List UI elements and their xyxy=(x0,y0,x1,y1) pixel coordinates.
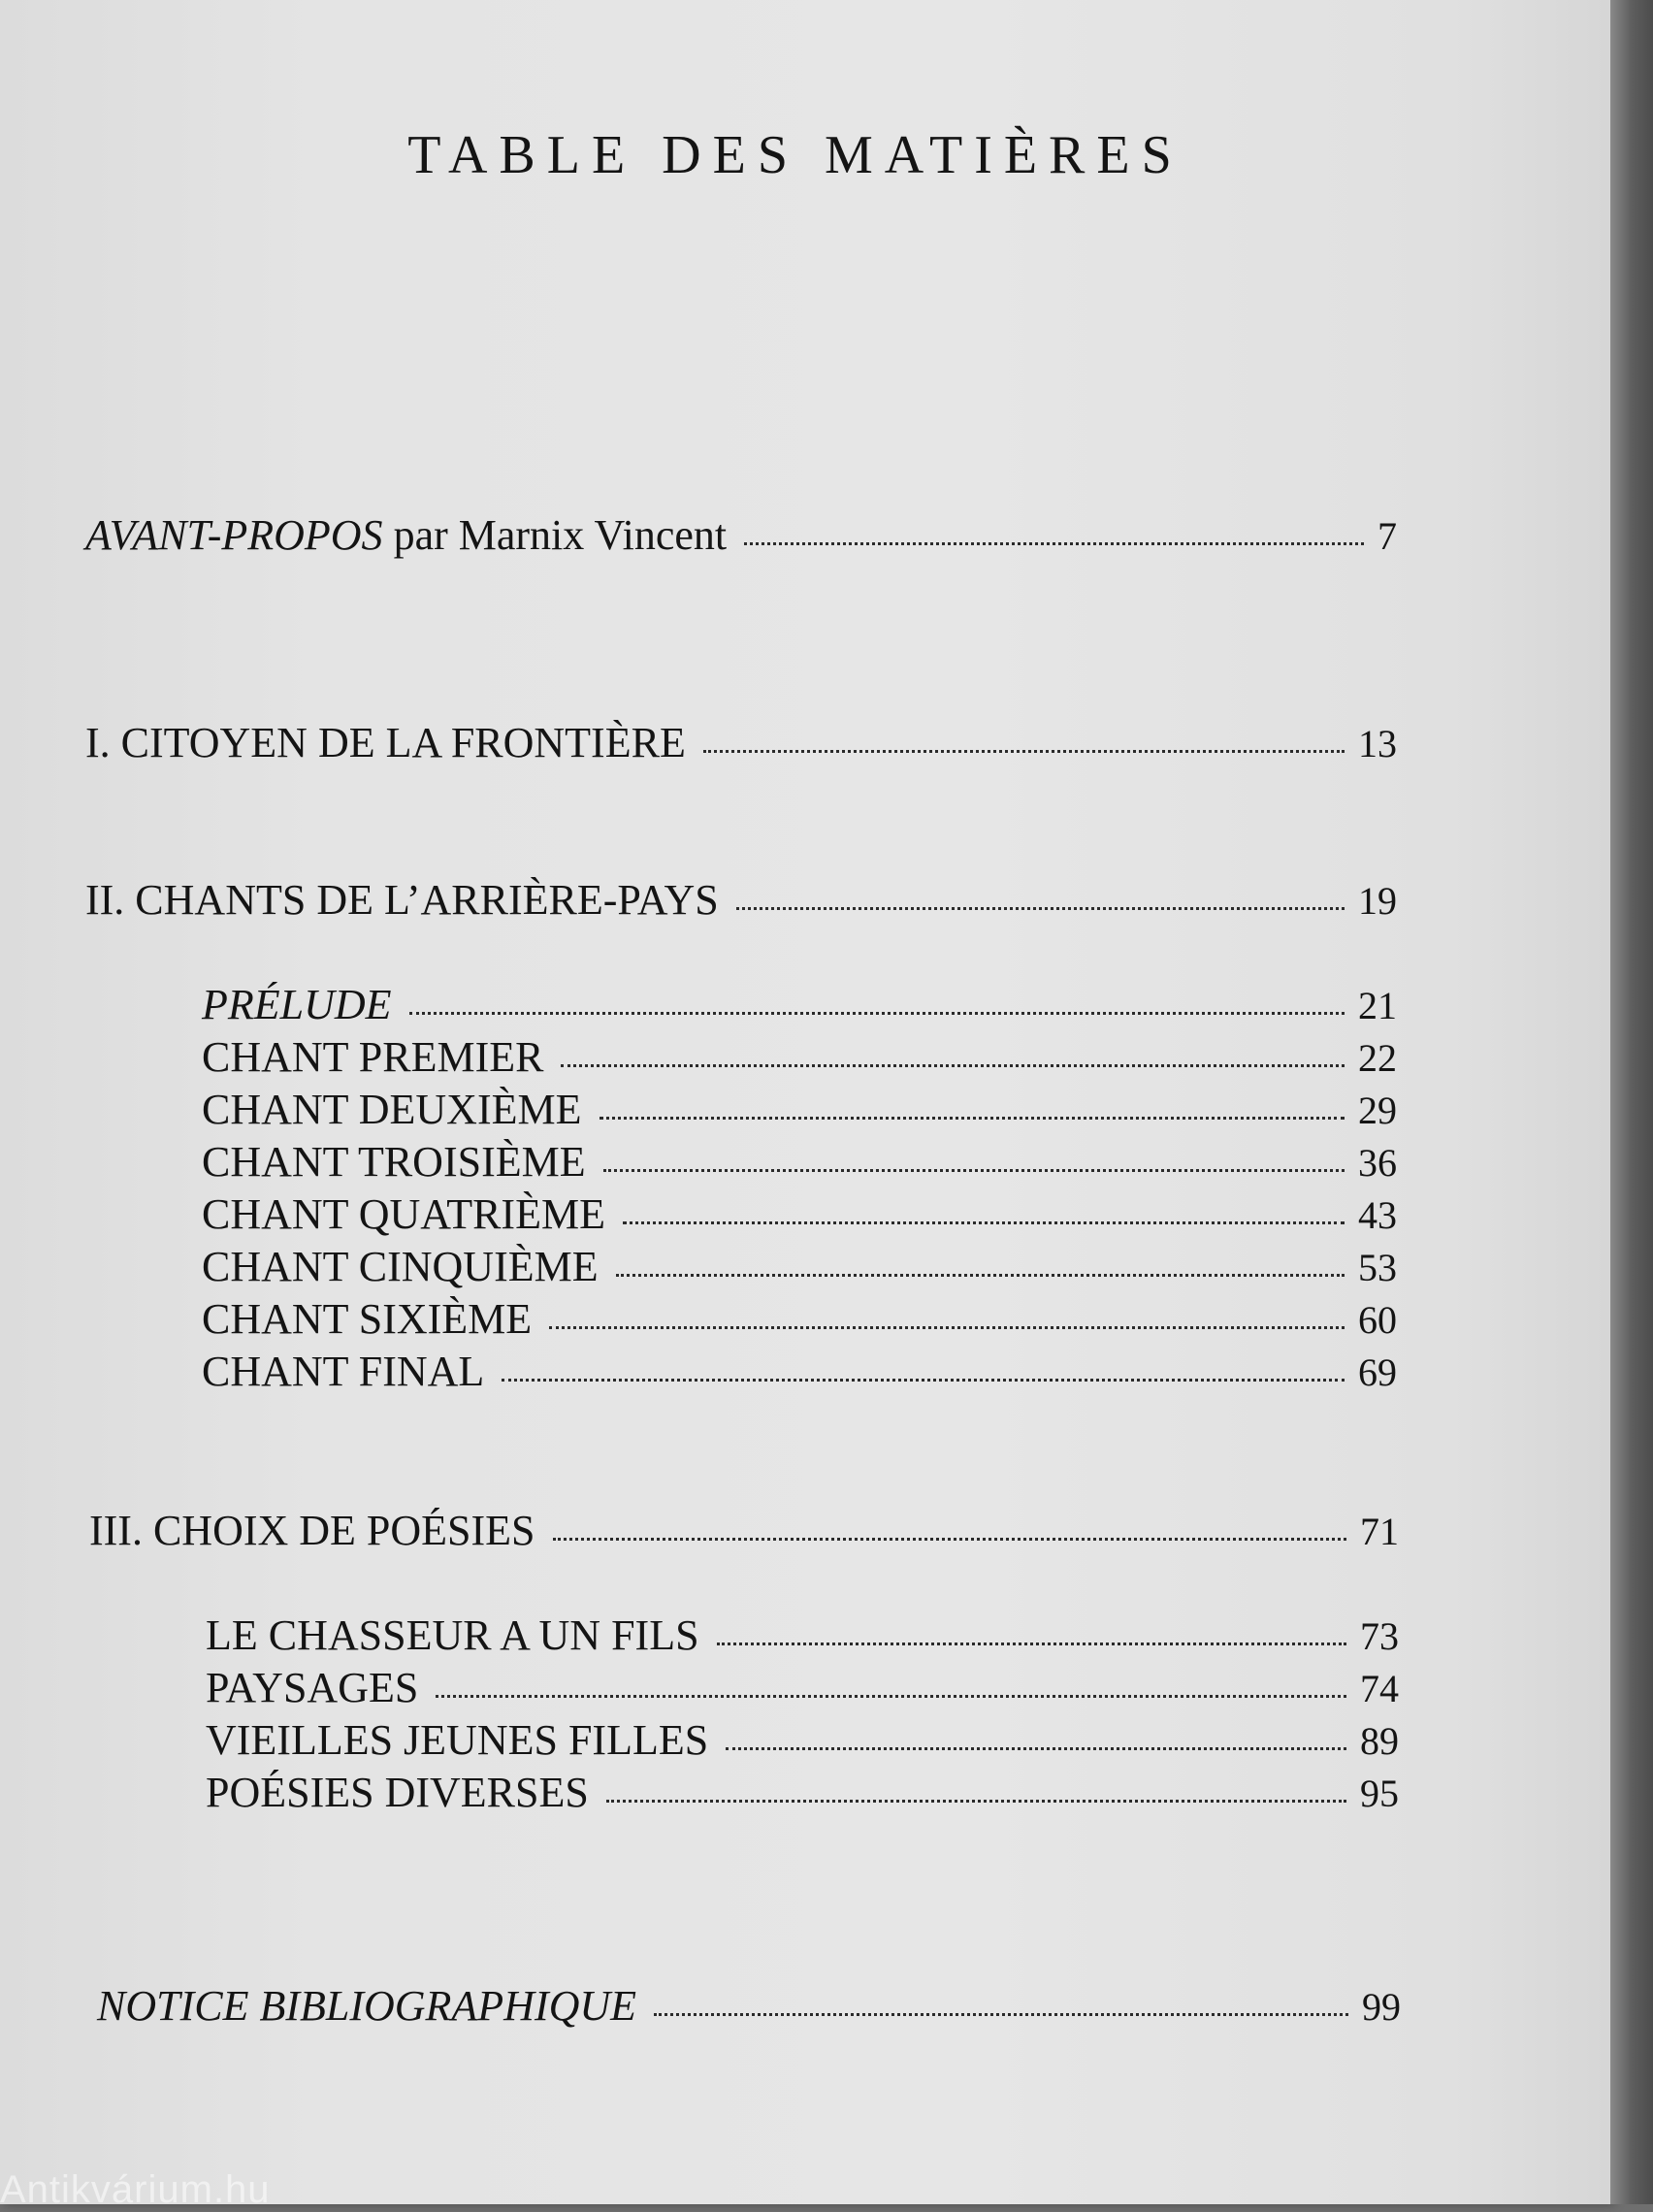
toc-entry-part-2 xyxy=(85,876,1397,924)
toc-entry-label: LE CHASSEUR A UN FILS xyxy=(206,1611,699,1659)
toc-page-number: 19 xyxy=(1358,879,1397,923)
dot-leader xyxy=(553,1538,1346,1541)
page-title: TABLE DES MATIÈRES xyxy=(407,125,1183,185)
toc-entry-part-3 xyxy=(89,1507,1399,1554)
toc-subentry xyxy=(202,1243,1397,1290)
dot-leader xyxy=(409,1012,1345,1015)
dot-leader xyxy=(717,1643,1346,1645)
toc-entry-notice xyxy=(97,1982,1401,2030)
toc-subentry xyxy=(206,1769,1399,1816)
toc-entry-label: POÉSIES DIVERSES xyxy=(206,1769,589,1816)
dot-leader xyxy=(736,907,1345,910)
dot-leader xyxy=(654,2013,1348,2016)
toc-page-number: 36 xyxy=(1358,1141,1397,1185)
dot-leader xyxy=(623,1221,1345,1224)
book-spine-edge xyxy=(1610,0,1653,2204)
toc-entry-label: AVANT-PROPOS par Marnix Vincent xyxy=(85,511,728,559)
toc-subentry xyxy=(202,1138,1397,1186)
toc-entry-label: CHANT DEUXIÈME xyxy=(202,1086,582,1133)
toc-page-number: 29 xyxy=(1358,1089,1397,1132)
toc-page-number: 99 xyxy=(1362,1985,1401,2029)
toc-subentry xyxy=(202,1295,1397,1343)
dot-leader xyxy=(616,1274,1345,1277)
toc-page-number: 69 xyxy=(1358,1350,1397,1394)
dot-leader xyxy=(744,542,1364,545)
toc-page-number: 74 xyxy=(1360,1667,1399,1710)
toc-page-number: 60 xyxy=(1358,1298,1397,1342)
toc-page-number: 22 xyxy=(1358,1036,1397,1080)
toc-subentry xyxy=(206,1664,1399,1711)
toc-entry-avant-propos xyxy=(85,511,1397,559)
toc-entry-label: CHANT TROISIÈME xyxy=(202,1138,586,1186)
toc-subentry xyxy=(202,1190,1397,1238)
toc-entry-label: CHANT FINAL xyxy=(202,1348,485,1395)
toc-entry-label: PRÉLUDE xyxy=(202,981,392,1028)
dot-leader xyxy=(606,1800,1346,1803)
toc-entry-part-1 xyxy=(85,719,1397,766)
dot-leader xyxy=(600,1117,1345,1120)
toc-entry-label: CHANT SIXIÈME xyxy=(202,1295,533,1343)
dot-leader xyxy=(726,1747,1346,1750)
dot-leader xyxy=(603,1169,1345,1172)
toc-entry-label: I. CITOYEN DE LA FRONTIÈRE xyxy=(85,719,686,766)
toc-subentry xyxy=(206,1716,1399,1764)
toc-page-number: 89 xyxy=(1360,1719,1399,1763)
toc-page-number: 71 xyxy=(1360,1510,1399,1553)
toc-subentry xyxy=(206,1611,1399,1659)
toc-entry-label: III. CHOIX DE POÉSIES xyxy=(89,1507,535,1554)
dot-leader xyxy=(549,1326,1345,1329)
toc-entry-label: CHANT PREMIER xyxy=(202,1033,544,1081)
toc-subentry xyxy=(202,1033,1397,1081)
toc-entry-label: II. CHANTS DE L’ARRIÈRE-PAYS xyxy=(85,876,719,924)
dot-leader xyxy=(502,1379,1345,1382)
toc-subentry xyxy=(202,1350,1397,1393)
dot-leader xyxy=(561,1064,1345,1067)
toc-entry-label: CHANT CINQUIÈME xyxy=(202,1243,599,1290)
toc-entry-label: PAYSAGES xyxy=(206,1664,419,1711)
toc-page-number: 43 xyxy=(1358,1193,1397,1237)
watermark-text: Antikvárium.hu xyxy=(0,2168,271,2211)
toc-subentry xyxy=(202,981,1397,1028)
toc-page-number: 73 xyxy=(1360,1614,1399,1658)
toc-entry-label: CHANT QUATRIÈME xyxy=(202,1190,605,1238)
toc-page-number: 53 xyxy=(1358,1246,1397,1289)
toc-entry-label: NOTICE BIBLIOGRAPHIQUE xyxy=(97,1982,637,2030)
toc-subentry xyxy=(202,1086,1397,1133)
toc-page-number: 7 xyxy=(1378,514,1397,558)
toc-page-number: 95 xyxy=(1360,1772,1399,1815)
dot-leader xyxy=(703,750,1345,753)
toc-page-number: 13 xyxy=(1358,722,1397,765)
toc-entry-label: VIEILLES JEUNES FILLES xyxy=(206,1716,709,1764)
dot-leader xyxy=(436,1695,1346,1698)
toc-page-number: 21 xyxy=(1358,984,1397,1027)
